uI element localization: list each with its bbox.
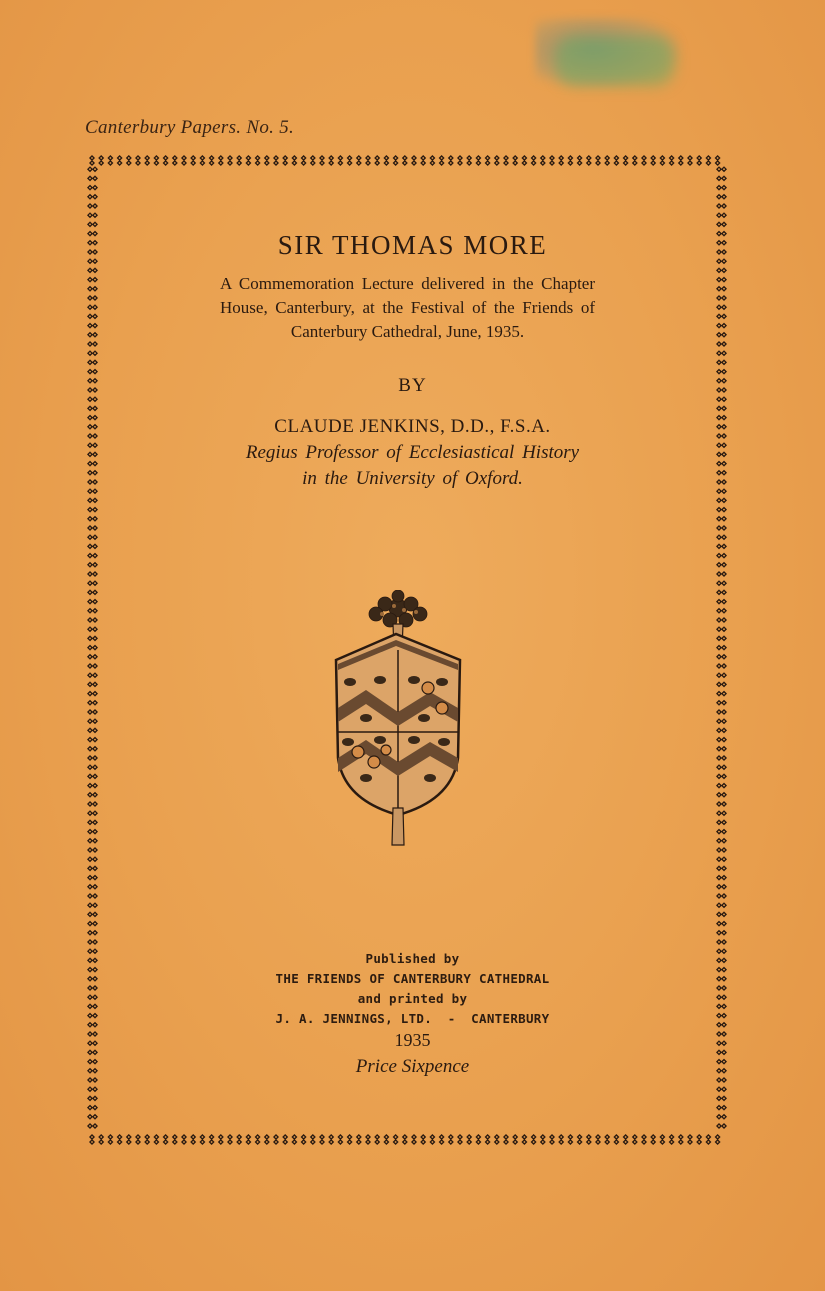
author-role-line-2: in the University of Oxford.: [302, 468, 523, 489]
author-name: CLAUDE JENKINS, D.D., F.S.A.: [274, 416, 551, 437]
library-stamp-icon: [520, 8, 685, 100]
author-role: [0, 440, 825, 492]
author-role-line-1: Regius Professor of Ecclesiastical History: [245, 442, 580, 463]
printed-by-label: and printed by: [357, 991, 468, 1006]
coat-of-arms-icon: [330, 590, 466, 852]
page-title: SIR THOMAS MORE: [277, 230, 548, 260]
published-by-label: Published by: [365, 951, 460, 966]
by-label: BY: [398, 375, 427, 396]
publication-year: 1935: [394, 1030, 431, 1050]
price-label: Price Sixpence: [355, 1056, 470, 1077]
printer-name: J. A. JENNINGS, LTD. - CANTERBURY: [275, 1011, 550, 1026]
lecture-description: A Commemoration Lecture delivered in the Chapter House, Canterbury, at the Festival of the Friends of Canterbury Cathedral, June, 1935.: [220, 274, 595, 341]
series-label: Canterbury Papers. No. 5.: [85, 117, 295, 138]
publisher-name: THE FRIENDS OF CANTERBURY CATHEDRAL: [275, 971, 550, 986]
